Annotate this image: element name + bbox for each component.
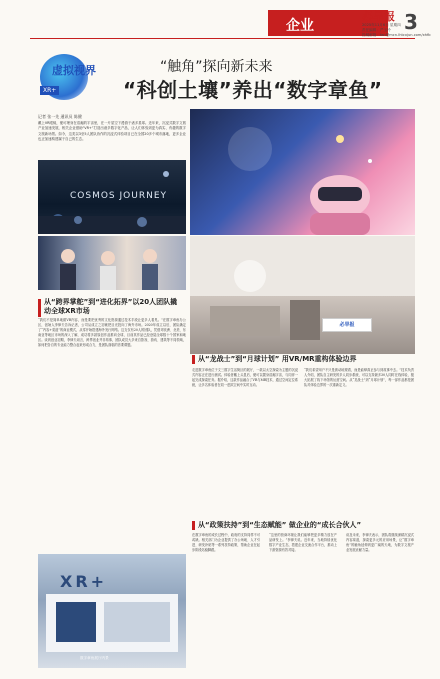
cosmos-journey-label: COSMOS JOURNEY [70, 191, 167, 201]
article-intro: 戴上VR眼镜，便可埋身在浩瀚的宇宙里，在一片星空下漫游于诸多星球。近年来，沉浸式数字文旅产业加速发展，相关企业借助“VR+”打造出诸多数字化产品，让人们体验到更为真实、有趣的数字文旅新场景。如今，这类以3至5人团队协作的沉浸式体验项目已在全国20多个城市落地，更多企业也正加速构建属于自己的生态。 [38, 121, 186, 142]
section-body-3b: “这里的营商环境让我们能够把更多精力放在产品研发上。”李律夫说。近年来，当地持续优化数字产业生态，搭建企业交流合作平台，推动上下游资源有效对接。 [269, 533, 337, 553]
photo-visitors [38, 236, 186, 290]
newspaper-logo: 必旱报 [362, 10, 395, 23]
header-rule [30, 38, 415, 39]
section-marker [192, 521, 195, 530]
section-marker [38, 299, 41, 317]
visitors-scene-icon [38, 236, 186, 290]
photo-child-vr [190, 109, 415, 235]
section-marker [192, 355, 195, 364]
section-body-3a: 在数字章鱼的成长过程中，政府的支持同样不可或缺。相关部门为企业提供了办公场地、人才引进、研发补贴等一系列扶持政策，帮助企业在起步阶段站稳脚跟。 [192, 533, 260, 553]
section-body-1: “我们不是简单地做VR内容，而是要把优秀的文化资源通过技术手段让更多人看见。”在数字章鱼办公区，创始人李律夫告诉记者，公司从成立之初就把目光投向了海外市场。2020年成立以后，团队确定了“内容+渠道”的商业模式，从零开始搭建海外发行网络。这支仅有20人的团队，凭借对欧洲、北美、东南亚等地区市场的深入了解，成功将多款原创作品推向全球，目前其作品已经登陆全球数十个国家和地区。谈到创业初期，李律夫坦言，跨界创业并非易事，团队成员大多来自影视、游戏、建筑等不同领域，如何把各自的专业能力整合起来形成合力，是团队面临的首要课题。 [38, 318, 186, 348]
submission-email: 投稿邮箱：fan@mcn.lhtcxjun.com/xhfb [362, 33, 431, 37]
column-logo-subtitle: XR+ [40, 86, 59, 95]
photo-caption: 数字章鱼展厅内景 [80, 656, 109, 660]
photo-office-lobby [190, 236, 415, 354]
column-logo-title: 虚拟视界 [52, 64, 96, 77]
company-sign: 必旱报 [322, 318, 372, 332]
article-kicker: “触角”探向新未来 [160, 59, 273, 75]
lobby-scene-icon [190, 236, 415, 354]
editor-name: 责任编辑：严玉玲 [362, 28, 391, 32]
section-title-1: 从“跨界掌舵”到“进化拓界”以20人团队撬动全球XR市场 [44, 298, 178, 315]
showroom-sign-text: XR+ [60, 572, 108, 591]
issue-date: 2025年11月6日 星期四 [362, 23, 401, 27]
child-with-vr-headset-icon [190, 109, 415, 235]
article-headline: “科创土壤”养出“数字章鱼” [123, 78, 383, 102]
section-title-3: 从“政策扶持”到“生态赋能” 做企业的“成长合伙人” [198, 521, 362, 529]
section-body-2b: “我们希望用户不只是被动地观看，而是能够真正参与到故事中去。”技术负责人介绍，团队自主研发的多人同步系统，可以支持最多30人同时在线体验，极大拓展了线下场馆的运营空间。从“龙战士”到“月球计划”，每一部作品都是团队对体验边界的一次重新定义。 [304, 368, 414, 388]
section-title-2: 从“龙战士”到“月球计划” 用VR/MR重构体验边界 [198, 355, 357, 363]
section-name: 企业 [286, 18, 314, 34]
page-number: 3 [404, 10, 418, 34]
article-byline: 记者 张一先 通讯员 陈健 [38, 114, 82, 119]
section-body-3c: 谈及未来，李律夫表示，团队将继续深耕沉浸式内容赛道，探索更多元的应用场景，让“数字章鱼”的触角延伸到更广阔的天地，为数字文旅产业发展贡献力量。 [346, 533, 414, 553]
section-body-2a: 走进数字章鱼位于文三数字生活街区的展厅，一款以太空探索为主题的沉浸式内容正在进行测试。体验者戴上头显后，便可以置身浩瀚宇宙，与同伴一起完成探索任务。据介绍，这款作品融合了VR与MR技术，通过空间定位系统，让多名体验者在同一虚拟空间中实时互动。 [192, 368, 298, 388]
